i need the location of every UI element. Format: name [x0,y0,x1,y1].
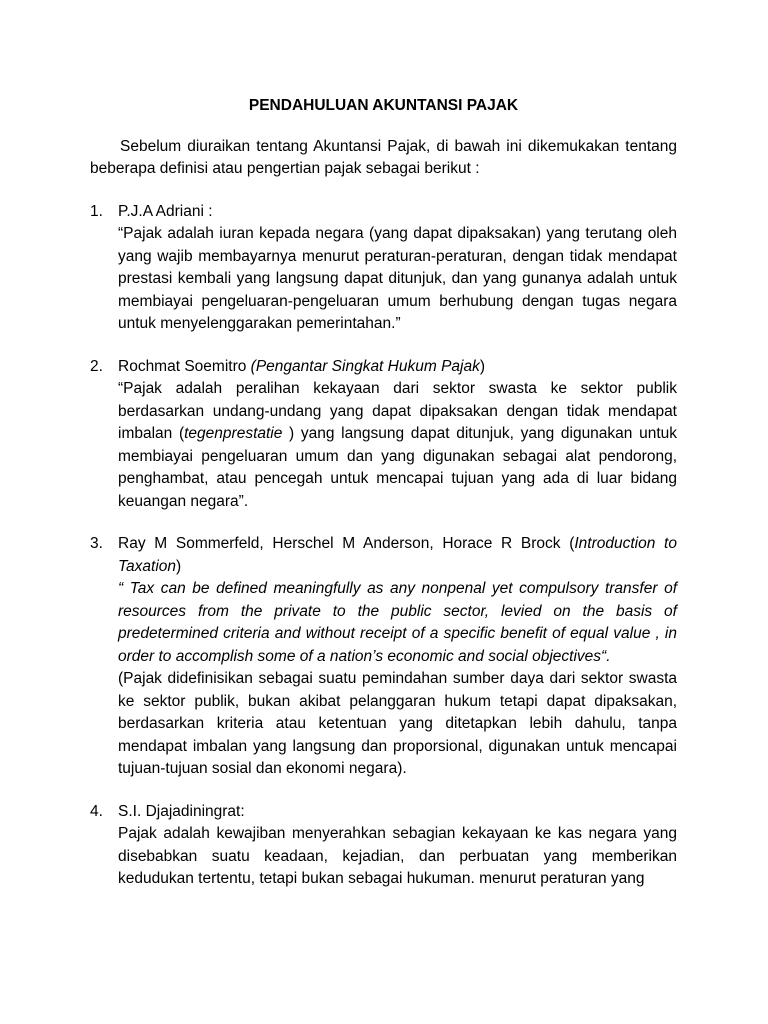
document-title: PENDAHULUAN AKUNTANSI PAJAK [248,97,519,114]
definition-item-4 [90,801,677,891]
item-number: 1. [90,202,103,220]
item-quote: Pajak adalah kewajiban menyerahkan sebagian kekayaan ke kas negara yang disebabkan suatu keadaan, kejadian, dan perbuatan yang memberikan kedudukan tertentu, tetapi bukan sebagai hukuman. menurut peraturan yang [118,825,677,887]
item-quote-italic-term: tegenprestatie [184,425,283,442]
item-number: 4. [90,802,103,820]
item-author: Rochmat Soemitro [118,357,251,375]
item-quote-english: “ Tax can be defined meaningfully as any nonpenal yet compulsory transfer of resources from the private to the public sector, levied on the basis of predetermined criteria and without receipt of a specific benefit of equal value , in order to accomplish some of a nation’s economic and social objectives“. [118,580,677,665]
definition-item-1 [90,201,677,336]
definition-item-3 [90,533,677,781]
item-source-close: ) [176,557,182,575]
item-body [118,201,677,336]
item-body [118,533,677,781]
item-author: P.J.A Adriani : [118,202,213,220]
item-source: (Pengantar Singkat Hukum Pajak [250,357,480,375]
item-quote-part-b: ) yang langsung dapat ditunjuk, yang digunakan untuk membiayai pengeluaran umum dan yang digunakan sebagai alat pendorong, penghambat, atau pencegah untuk mencapai tujuan yang ada di luar bidang keuangan negara”. [118,425,678,510]
item-number: 2. [90,357,103,375]
item-quote [118,378,677,513]
item-number: 3. [90,535,103,552]
intro-paragraph: Sebelum diuraikan tentang Akuntansi Pajak, di bawah ini dikemukakan tentang beberapa definisi atau pengertian pajak sebagai berikut : [90,137,677,177]
item-source: Introduction to Taxation [118,535,677,575]
item-body [118,801,677,891]
item-quote-part-a: “Pajak adalah peralihan kekayaan dari sektor swasta ke sektor publik berdasarkan undang-undang yang dapat dipaksakan dengan tidak mendapat imbalan ( [118,380,677,442]
item-source-close: ) [479,357,486,375]
item-body [118,356,677,514]
item-author: S.I. Djajadiningrat: [118,802,245,820]
item-quote: “Pajak adalah iuran kepada negara (yang dapat dipaksakan) yang terutang oleh yang wajib membayarnya menurut peraturan-peraturan, dengan tidak mendapat prestasi kembali yang langsung dapat ditunjuk, dan yang gunanya adalah untuk membiayai pengeluaran-pengeluaran umum berhubung dengan tugas negara untuk menyelenggarakan pemerintahan.” [118,225,677,332]
item-translation: (Pajak didefinisikan sebagai suatu pemindahan sumber daya dari sektor swasta ke sektor publik, bukan akibat pelanggaran hukum tetapi dapat dipaksakan, berdasarkan kriteria atau ketentuan yang ditetapkan lebih dahulu, tanpa mendapat imbalan yang langsung dan proporsional, digunakan untuk mencapai tujuan-tujuan sosial dan ekonomi negara). [118,670,677,777]
item-author: Ray M Sommerfeld, Herschel M Anderson, Horace R Brock ( [118,535,575,552]
definition-item-2 [90,356,677,514]
